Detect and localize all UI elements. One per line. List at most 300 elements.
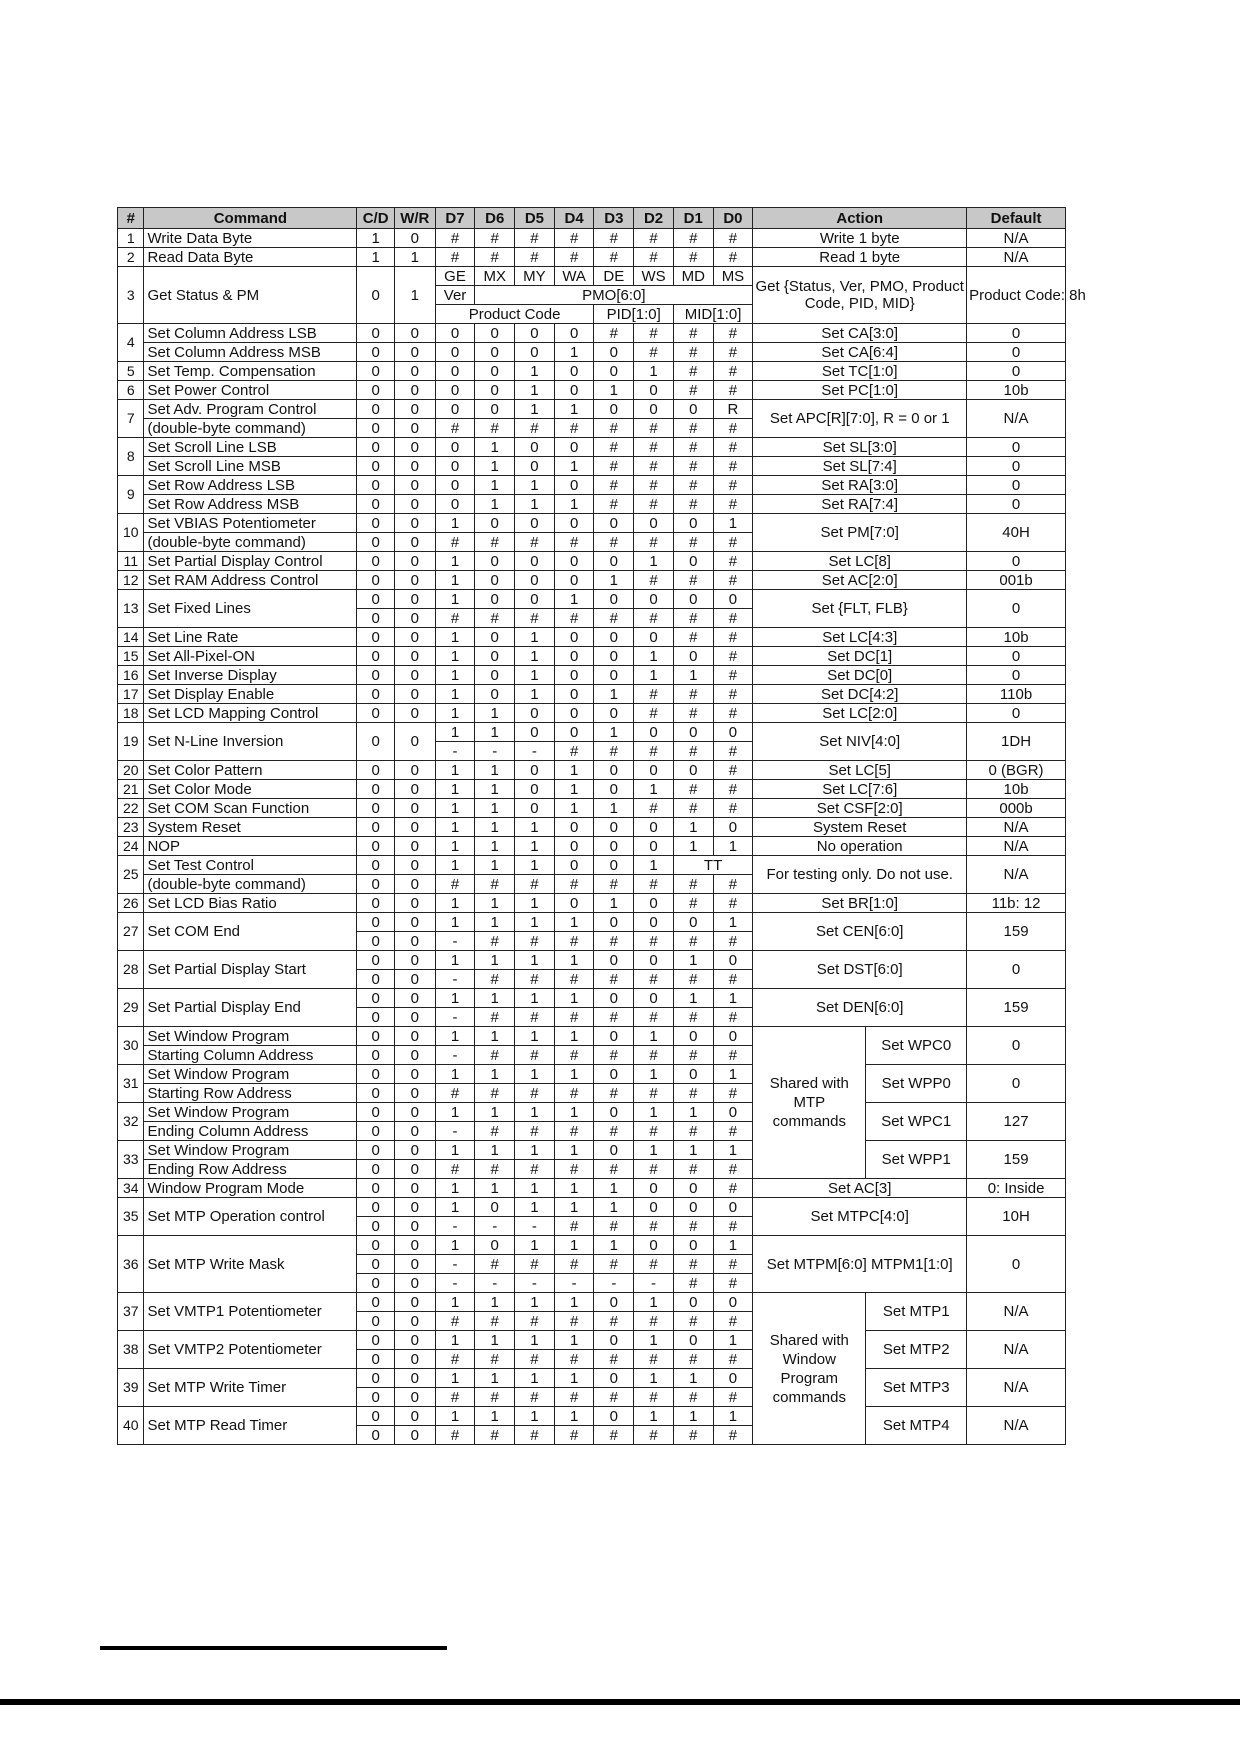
bit-cell: 1 — [554, 1407, 594, 1426]
bit-cell: 1 — [515, 1369, 555, 1388]
bit-cell: # — [515, 970, 555, 989]
bit-cell: # — [634, 1426, 674, 1445]
bit-cell: # — [673, 324, 713, 343]
bit-cell: 0 — [554, 552, 594, 571]
bit-cell: # — [554, 1008, 594, 1027]
command-line: Set Partial Display End — [147, 999, 301, 1016]
bit-cell: # — [634, 476, 674, 495]
wr-value: 0 — [394, 685, 435, 704]
table-row — [118, 457, 1066, 476]
action-cell: Set PM[7:0] — [753, 514, 967, 552]
cd-value: 0 — [357, 628, 395, 647]
bit-cell: MS — [713, 267, 753, 286]
row-number: 32 — [118, 1103, 144, 1141]
bit-cell: 1 — [515, 856, 555, 875]
cd-value: 0 — [357, 1122, 395, 1141]
default-cell: 0 — [967, 457, 1066, 476]
bit-cell: # — [594, 438, 634, 457]
wr-value: 0 — [394, 1312, 435, 1331]
table-row — [118, 799, 1066, 818]
command-name: Set Window Program — [144, 1103, 357, 1122]
bit-cell: # — [673, 609, 713, 628]
wr-value: 0 — [394, 1141, 435, 1160]
bit-cell: 0 — [634, 400, 674, 419]
bit-cell: 1 — [554, 989, 594, 1008]
bit-cell: # — [554, 229, 594, 248]
cd-value: 0 — [357, 362, 395, 381]
bit-cell: 0 — [594, 989, 634, 1008]
bit-cell: 1 — [594, 894, 634, 913]
bit-cell: # — [435, 609, 475, 628]
bit-cell: 1 — [435, 704, 475, 723]
bit-cell: # — [713, 457, 753, 476]
command-name: Set All-Pixel-ON — [144, 647, 357, 666]
action-cell: Set LC[4:3] — [753, 628, 967, 647]
command-name: Set Partial Display Control — [144, 552, 357, 571]
bit-cell: 1 — [634, 1331, 674, 1350]
bit-cell: 1 — [515, 400, 555, 419]
bit-cell: 1 — [515, 362, 555, 381]
bit-cell: 1 — [713, 989, 753, 1008]
bit-cell: 0 — [673, 514, 713, 533]
bit-cell: # — [594, 1217, 634, 1236]
table-row — [118, 1331, 1066, 1350]
bit-cell: DE — [594, 267, 634, 286]
command-name: Starting Column Address — [144, 1046, 357, 1065]
command-name: Set Color Mode — [144, 780, 357, 799]
bit-cell: 0 — [515, 457, 555, 476]
bit-cell: # — [475, 1255, 515, 1274]
bit-cell: # — [713, 229, 753, 248]
action-cell: Set CA[3:0] — [753, 324, 967, 343]
bit-cell: 0 — [673, 400, 713, 419]
bit-cell: # — [475, 1160, 515, 1179]
table-body — [118, 229, 1086, 1445]
wr-value: 0 — [394, 761, 435, 780]
bit-cell: # — [673, 799, 713, 818]
cd-value: 0 — [357, 723, 395, 761]
bit-cell: 1 — [435, 590, 475, 609]
table-row — [118, 476, 1066, 495]
bit-cell: 1 — [515, 685, 555, 704]
table-row — [118, 381, 1066, 400]
bit-cell: 0 — [554, 514, 594, 533]
bit-cell: 1 — [554, 799, 594, 818]
bit-cell: # — [515, 419, 555, 438]
bit-cell: 0 — [634, 894, 674, 913]
bit-cell: 0 — [713, 1293, 753, 1312]
default-cell: N/A — [967, 229, 1066, 248]
bit-cell: 0 — [515, 324, 555, 343]
bit-cell: 1 — [713, 1141, 753, 1160]
row-number: 38 — [118, 1331, 144, 1369]
bit-cell: # — [475, 1312, 515, 1331]
command-name — [144, 590, 357, 628]
bit-cell: 0 — [594, 818, 634, 837]
bit-cell: 0 — [435, 343, 475, 362]
command-name: Set Column Address LSB — [144, 324, 357, 343]
bit-cell: # — [594, 419, 634, 438]
header-d6: D6 — [475, 208, 515, 229]
bit-cell: 1 — [515, 476, 555, 495]
bit-cell: 1 — [554, 495, 594, 514]
bit-cell: - — [475, 1274, 515, 1293]
command-name — [144, 723, 357, 761]
bit-cell: # — [634, 324, 674, 343]
bit-cell: # — [634, 799, 674, 818]
cd-value: 1 — [357, 248, 395, 267]
bit-cell: - — [435, 742, 475, 761]
table-row — [118, 1293, 1066, 1312]
wr-value: 0 — [394, 1103, 435, 1122]
row-number: 16 — [118, 666, 144, 685]
bit-cell: 1 — [634, 780, 674, 799]
bit-cell: 1 — [435, 1369, 475, 1388]
bit-cell: # — [713, 894, 753, 913]
bit-cell: 0 — [475, 1236, 515, 1255]
bit-cell: # — [554, 970, 594, 989]
bit-cell: # — [673, 1255, 713, 1274]
bit-cell: 1 — [475, 761, 515, 780]
wr-value: 0 — [394, 1084, 435, 1103]
bit-cell: PID[1:0] — [594, 305, 673, 324]
bit-cell: # — [515, 1312, 555, 1331]
command-name: Set Window Program — [144, 1027, 357, 1046]
bit-cell: 1 — [515, 495, 555, 514]
bit-cell: # — [673, 419, 713, 438]
command-name: Set VBIAS Potentiometer — [144, 514, 357, 533]
bit-cell: 1 — [554, 1369, 594, 1388]
bit-cell: PMO[6:0] — [475, 286, 753, 305]
bit-cell: 0 — [634, 590, 674, 609]
table-row — [118, 1065, 1066, 1084]
bit-cell: 0 — [713, 818, 753, 837]
default-cell: 10b — [967, 381, 1066, 400]
default-cell: 40H — [967, 514, 1066, 552]
bit-cell: # — [515, 875, 555, 894]
bit-cell: 0 — [475, 552, 515, 571]
cd-value: 0 — [357, 837, 395, 856]
bit-cell: # — [713, 1217, 753, 1236]
bit-cell: 0 — [515, 571, 555, 590]
bit-cell: 1 — [594, 1179, 634, 1198]
bit-cell: # — [594, 476, 634, 495]
row-number: 19 — [118, 723, 144, 761]
bit-cell: 0 — [594, 1141, 634, 1160]
table-row — [118, 324, 1066, 343]
row-number: 35 — [118, 1198, 144, 1236]
default-cell: 127 — [967, 1103, 1066, 1141]
table-row — [118, 400, 1066, 419]
bit-cell: 0 — [673, 1236, 713, 1255]
cd-value: 0 — [357, 1312, 395, 1331]
bit-cell: 0 — [673, 913, 713, 932]
bit-cell: 0 — [515, 514, 555, 533]
table-row — [118, 362, 1066, 381]
bit-cell: # — [634, 533, 674, 552]
wr-value: 0 — [394, 1369, 435, 1388]
bit-cell: 1 — [554, 400, 594, 419]
command-name: Write Data Byte — [144, 229, 357, 248]
row-number: 12 — [118, 571, 144, 590]
default-cell: 110b — [967, 685, 1066, 704]
bit-cell: # — [554, 742, 594, 761]
command-name — [144, 1407, 357, 1445]
bit-cell: # — [634, 932, 674, 951]
bit-cell: 1 — [673, 1369, 713, 1388]
bit-cell: # — [634, 609, 674, 628]
cd-value: 0 — [357, 913, 395, 932]
table-row — [118, 248, 1066, 267]
row-number: 40 — [118, 1407, 144, 1445]
bit-cell: 1 — [634, 1103, 674, 1122]
table-row — [118, 1141, 1066, 1160]
bit-cell: 1 — [475, 894, 515, 913]
action-cell: Set {FLT, FLB} — [753, 590, 967, 628]
default-cell: 0: Inside — [967, 1179, 1066, 1198]
wr-value: 0 — [394, 1426, 435, 1445]
action-cell: Set MTP4 — [866, 1407, 967, 1445]
header-action: Action — [753, 208, 967, 229]
wr-value: 0 — [394, 495, 435, 514]
bit-cell: 1 — [713, 1407, 753, 1426]
bit-cell: # — [475, 248, 515, 267]
bit-cell: 1 — [634, 552, 674, 571]
bit-cell: 1 — [435, 514, 475, 533]
bit-cell: 0 — [634, 1179, 674, 1198]
bit-cell: 1 — [435, 818, 475, 837]
bit-cell: # — [594, 229, 634, 248]
bit-cell: 1 — [515, 666, 555, 685]
bit-cell: - — [435, 1008, 475, 1027]
row-number: 29 — [118, 989, 144, 1027]
command-name: (double-byte command) — [144, 419, 357, 438]
header-default: Default — [967, 208, 1066, 229]
table-row — [118, 894, 1066, 913]
table-row — [118, 343, 1066, 362]
bit-cell: 0 — [673, 1331, 713, 1350]
cd-value: 0 — [357, 1046, 395, 1065]
action-cell: No operation — [753, 837, 967, 856]
action-cell: Set CEN[6:0] — [753, 913, 967, 951]
bit-cell: # — [713, 495, 753, 514]
bit-cell: # — [673, 1160, 713, 1179]
action-cell: Set DC[4:2] — [753, 685, 967, 704]
bit-cell: # — [515, 1084, 555, 1103]
bit-cell: 0 — [475, 381, 515, 400]
table-row — [118, 818, 1066, 837]
bit-cell: 1 — [594, 381, 634, 400]
bit-cell: # — [475, 1426, 515, 1445]
bit-cell: # — [435, 1388, 475, 1407]
command-name: Set Line Rate — [144, 628, 357, 647]
default-cell: N/A — [967, 248, 1066, 267]
bit-cell: 1 — [435, 723, 475, 742]
bit-cell: 0 — [594, 1293, 634, 1312]
bit-cell: 1 — [713, 837, 753, 856]
cd-value: 0 — [357, 856, 395, 875]
bit-cell: 0 — [435, 324, 475, 343]
bit-cell: 1 — [515, 951, 555, 970]
bit-cell: # — [594, 324, 634, 343]
wr-value: 0 — [394, 1255, 435, 1274]
bit-cell: 1 — [435, 951, 475, 970]
bit-cell: 0 — [515, 761, 555, 780]
action-cell: Set LC[8] — [753, 552, 967, 571]
wr-value: 0 — [394, 1198, 435, 1217]
cd-value: 0 — [357, 1217, 395, 1236]
bit-cell: # — [713, 1008, 753, 1027]
bit-cell: # — [673, 343, 713, 362]
bit-cell: # — [713, 1179, 753, 1198]
action-cell: Set RA[7:4] — [753, 495, 967, 514]
bit-cell: 1 — [594, 799, 634, 818]
command-name: Set RAM Address Control — [144, 571, 357, 590]
bit-cell: # — [713, 438, 753, 457]
bit-cell: 0 — [634, 761, 674, 780]
bit-cell: # — [515, 533, 555, 552]
wr-value: 0 — [394, 989, 435, 1008]
bit-cell: R — [713, 400, 753, 419]
bit-cell: # — [554, 1426, 594, 1445]
action-cell: Set DEN[6:0] — [753, 989, 967, 1027]
bit-cell: 0 — [554, 685, 594, 704]
bit-cell: GE — [435, 267, 475, 286]
bit-cell: 0 — [594, 400, 634, 419]
wr-value: 0 — [394, 837, 435, 856]
row-number: 2 — [118, 248, 144, 267]
bit-cell: 1 — [475, 1103, 515, 1122]
row-number: 17 — [118, 685, 144, 704]
bit-cell: 1 — [475, 495, 515, 514]
cd-value: 0 — [357, 1255, 395, 1274]
cd-value: 1 — [357, 229, 395, 248]
bit-cell: 0 — [594, 1027, 634, 1046]
bit-cell: 1 — [515, 381, 555, 400]
table-row — [118, 1027, 1066, 1046]
wr-value: 0 — [394, 1179, 435, 1198]
cd-value: 0 — [357, 514, 395, 533]
row-number: 26 — [118, 894, 144, 913]
bit-cell: MID[1:0] — [673, 305, 752, 324]
bit-cell: 0 — [554, 571, 594, 590]
action-cell: Set LC[7:6] — [753, 780, 967, 799]
bit-cell: 1 — [435, 1179, 475, 1198]
header-wr: W/R — [394, 208, 435, 229]
table-row — [118, 837, 1066, 856]
bit-cell: 1 — [435, 1065, 475, 1084]
bit-cell: 0 — [475, 400, 515, 419]
row-number: 6 — [118, 381, 144, 400]
wr-value: 0 — [394, 457, 435, 476]
bit-cell: 1 — [594, 685, 634, 704]
bit-cell: - — [435, 1274, 475, 1293]
bit-cell: 1 — [634, 1293, 674, 1312]
command-line: Set VMTP2 Potentiometer — [147, 1341, 322, 1358]
bit-cell: 0 — [554, 476, 594, 495]
bit-cell: # — [554, 1160, 594, 1179]
bit-cell: # — [594, 875, 634, 894]
row-number: 20 — [118, 761, 144, 780]
cd-value: 0 — [357, 571, 395, 590]
default-cell: N/A — [967, 1369, 1066, 1407]
row-number: 8 — [118, 438, 144, 476]
default-cell: N/A — [967, 1293, 1066, 1331]
bit-cell: - — [435, 970, 475, 989]
bit-cell: # — [673, 571, 713, 590]
command-line: Set Partial Display Start — [147, 961, 306, 978]
bit-cell: # — [713, 685, 753, 704]
bit-cell: # — [634, 875, 674, 894]
bit-cell: # — [475, 609, 515, 628]
bit-cell: # — [634, 457, 674, 476]
wr-value: 0 — [394, 476, 435, 495]
bit-cell: - — [435, 1122, 475, 1141]
table-row — [118, 723, 1066, 742]
row-number: 24 — [118, 837, 144, 856]
bit-cell: 0 — [634, 989, 674, 1008]
bit-cell: # — [475, 419, 515, 438]
wr-value: 0 — [394, 913, 435, 932]
action-cell: Set WPC0 — [866, 1027, 967, 1065]
bit-cell: 0 — [634, 1198, 674, 1217]
bit-cell: 0 — [713, 1369, 753, 1388]
cd-value: 0 — [357, 267, 395, 324]
bit-cell: 1 — [634, 856, 674, 875]
command-name: Set Temp. Compensation — [144, 362, 357, 381]
bit-cell: 1 — [475, 704, 515, 723]
bit-cell: 0 — [673, 761, 713, 780]
action-cell: System Reset — [753, 818, 967, 837]
row-number: 10 — [118, 514, 144, 552]
bit-cell: # — [515, 1255, 555, 1274]
bit-cell: # — [594, 533, 634, 552]
bit-cell: 0 — [594, 666, 634, 685]
bit-cell: # — [673, 533, 713, 552]
command-name: Set Window Program — [144, 1141, 357, 1160]
default-cell: 159 — [967, 989, 1066, 1027]
cd-value: 0 — [357, 381, 395, 400]
bit-cell: # — [713, 476, 753, 495]
bit-cell: # — [475, 1046, 515, 1065]
table-row — [118, 571, 1066, 590]
wr-value: 0 — [394, 628, 435, 647]
wr-value: 0 — [394, 533, 435, 552]
bit-cell: 1 — [435, 989, 475, 1008]
bit-cell: 1 — [713, 1065, 753, 1084]
bit-cell: # — [554, 932, 594, 951]
bit-cell: # — [634, 742, 674, 761]
bit-cell: 1 — [435, 685, 475, 704]
wr-value: 0 — [394, 647, 435, 666]
cd-value: 0 — [357, 590, 395, 609]
bit-cell: 0 — [713, 1027, 753, 1046]
bit-cell: 1 — [673, 989, 713, 1008]
bit-cell: 0 — [554, 704, 594, 723]
bit-cell: 0 — [594, 1407, 634, 1426]
table-row — [118, 495, 1066, 514]
bit-cell: WA — [554, 267, 594, 286]
row-number: 23 — [118, 818, 144, 837]
cd-value: 0 — [357, 1350, 395, 1369]
bit-cell: # — [594, 1255, 634, 1274]
bit-cell: 0 — [594, 628, 634, 647]
bit-cell: # — [673, 1084, 713, 1103]
command-name: Ending Column Address — [144, 1122, 357, 1141]
row-number: 39 — [118, 1369, 144, 1407]
table-header-row — [118, 208, 1066, 229]
action-cell: Set AC[2:0] — [753, 571, 967, 590]
